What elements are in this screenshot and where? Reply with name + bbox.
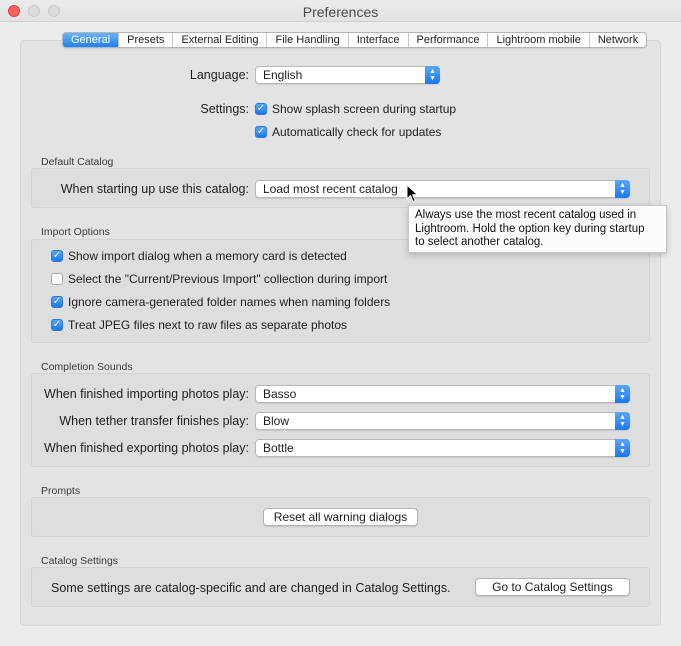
default-catalog-title: Default Catalog	[41, 156, 114, 168]
prompts-title: Prompts	[41, 485, 81, 497]
checkmark-icon: ✓	[52, 250, 62, 261]
title-bar	[0, 0, 681, 22]
startup-catalog-value: Load most recent catalog	[263, 182, 398, 196]
tether-sound-select[interactable]	[255, 412, 630, 430]
startup-catalog-label: When starting up use this catalog:	[60, 182, 249, 196]
tab-interface[interactable]: Interface	[349, 33, 409, 47]
checkmark-icon: ✓	[52, 319, 62, 330]
tab-presets[interactable]: Presets	[119, 33, 173, 47]
go-to-catalog-settings-button[interactable]: Go to Catalog Settings	[475, 578, 630, 596]
import-sound-select[interactable]	[255, 385, 630, 403]
completion-sounds-title: Completion Sounds	[41, 361, 133, 373]
import-sound-label: When finished importing photos play:	[44, 387, 249, 401]
export-sound-label: When finished exporting photos play:	[44, 441, 249, 455]
up-down-arrows-icon: ▲ ▼	[615, 385, 630, 403]
settings-label: Settings:	[200, 102, 249, 116]
startup-catalog-select[interactable]	[255, 180, 630, 198]
reset-warning-dialogs-button[interactable]: Reset all warning dialogs	[263, 508, 418, 526]
language-value: English	[263, 68, 303, 82]
catalog-settings-description: Some settings are catalog-specific and are changed in Catalog Settings.	[51, 581, 451, 595]
check-updates-checkbox[interactable]	[255, 126, 267, 138]
up-down-arrows-icon: ▲ ▼	[425, 66, 440, 84]
check-updates-label: Automatically check for updates	[272, 125, 442, 139]
select-current-import-checkbox[interactable]	[51, 273, 63, 285]
export-sound-select[interactable]	[255, 439, 630, 457]
separate-jpeg-checkbox[interactable]	[51, 319, 63, 331]
import-dialog-checkbox[interactable]	[51, 250, 63, 262]
tab-lightroom-mobile[interactable]: Lightroom mobile	[488, 33, 589, 47]
tab-network[interactable]: Network	[597, 34, 639, 46]
ignore-folder-names-checkbox[interactable]	[51, 296, 63, 308]
tether-sound-label: When tether transfer finishes play:	[59, 414, 249, 428]
import-options-title: Import Options	[41, 226, 110, 238]
separate-jpeg-label: Treat JPEG files next to raw files as separate photos	[68, 318, 348, 332]
checkmark-icon: ✓	[256, 103, 266, 114]
up-down-arrows-icon: ▲ ▼	[615, 439, 630, 457]
checkmark-icon: ✓	[52, 296, 62, 307]
import-dialog-label: Show import dialog when a memory card is detected	[68, 249, 347, 263]
catalog-tooltip: Always use the most recent catalog used in Lightroom. Hold the option key during startup to select another catalog.	[408, 205, 667, 253]
up-down-arrows-icon: ▲ ▼	[615, 412, 630, 430]
tab-general[interactable]: General	[63, 33, 119, 47]
catalog-settings-title: Catalog Settings	[41, 555, 119, 567]
tab-external-editing[interactable]: External Editing	[173, 33, 267, 47]
checkmark-icon: ✓	[256, 126, 266, 137]
up-down-arrows-icon: ▲ ▼	[615, 180, 630, 198]
window-title: Preferences	[302, 4, 379, 20]
tether-sound-value: Blow	[263, 414, 290, 428]
tab-performance[interactable]: Performance	[409, 33, 489, 47]
splash-screen-label: Show splash screen during startup	[272, 102, 457, 116]
language-label: Language:	[189, 68, 249, 82]
ignore-folder-names-label: Ignore camera-generated folder names when naming folders	[68, 295, 391, 309]
tab-file-handling[interactable]: File Handling	[267, 33, 348, 47]
tab-bar	[62, 32, 647, 48]
mouse-pointer-icon	[406, 184, 420, 204]
language-select[interactable]	[255, 66, 440, 84]
select-current-import-label: Select the "Current/Previous Import" collection during import	[68, 272, 388, 286]
splash-screen-checkbox[interactable]	[255, 103, 267, 115]
export-sound-value: Bottle	[263, 441, 294, 455]
import-sound-value: Basso	[263, 387, 297, 401]
